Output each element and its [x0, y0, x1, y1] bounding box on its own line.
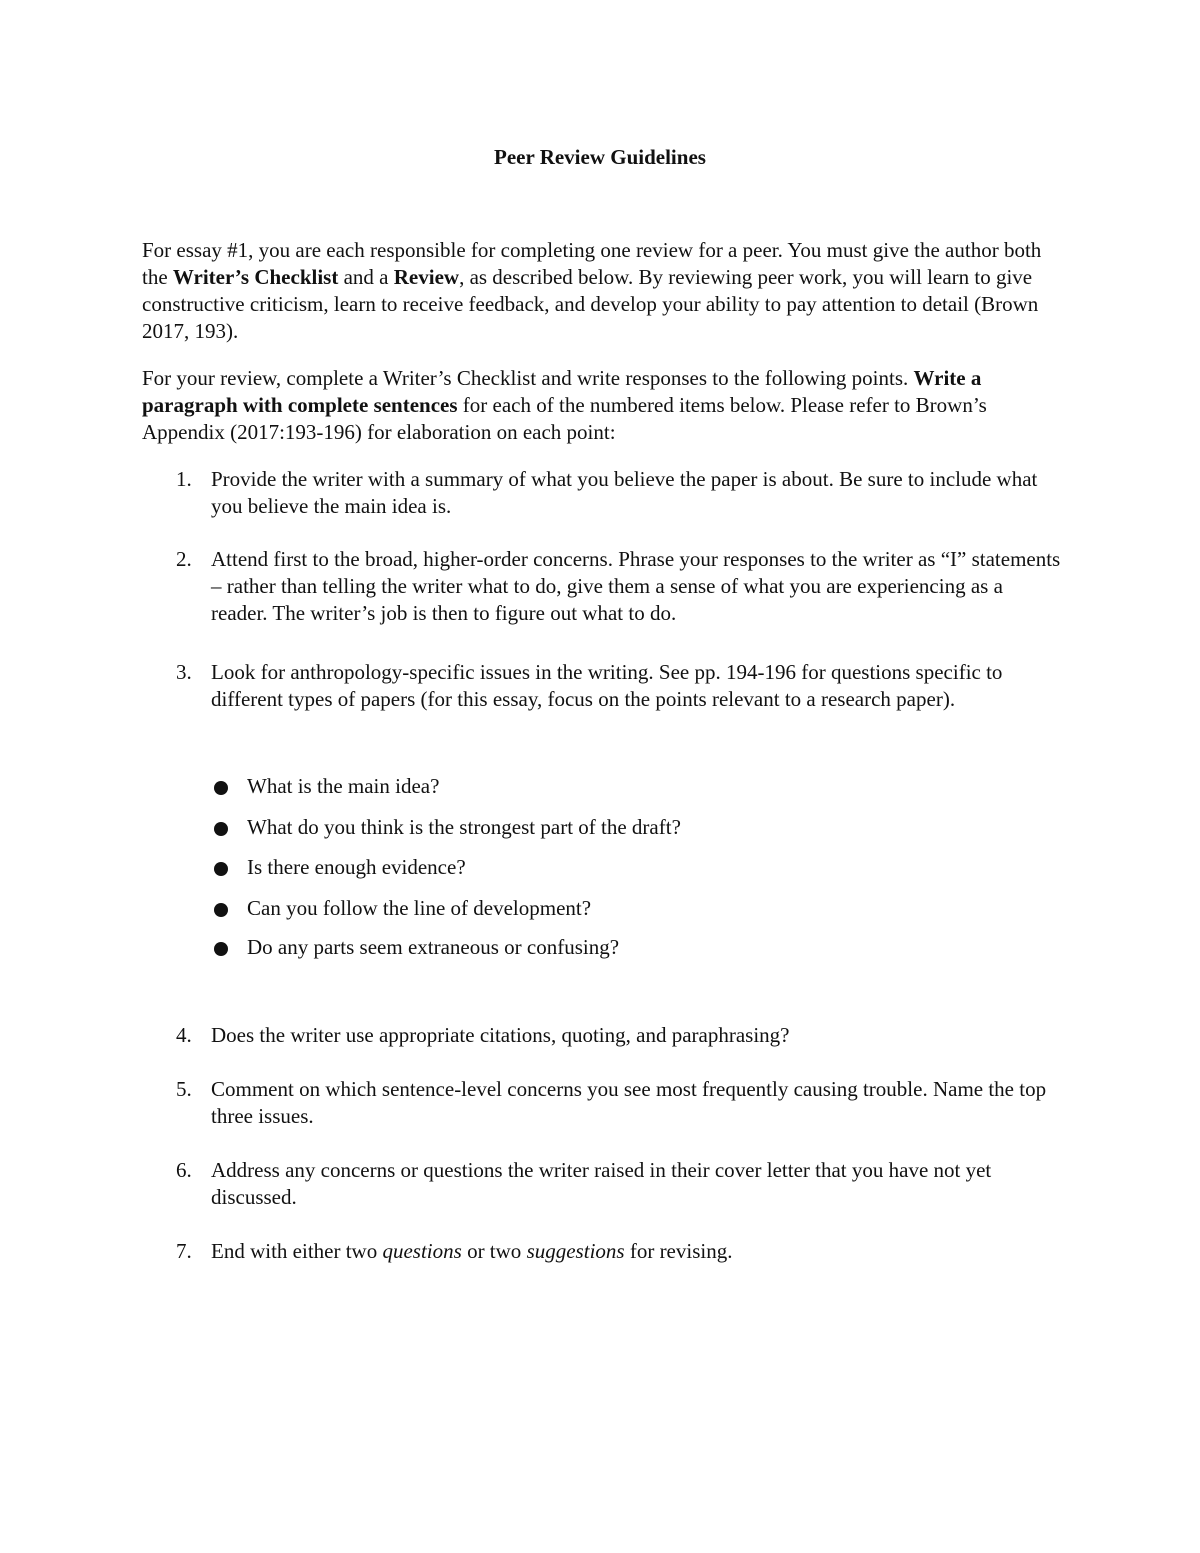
- intro-text-2: and a: [338, 265, 394, 289]
- bullet-text: What is the main idea?: [247, 774, 440, 798]
- list-item-number: 6.: [176, 1158, 192, 1182]
- item7-text-3: for revising.: [624, 1239, 733, 1263]
- list-item-text: [211, 1238, 1061, 1265]
- bullet-text: What do you think is the strongest part of the draft?: [247, 815, 681, 839]
- list-item-number: 3.: [176, 660, 192, 684]
- item7-text-2: or two: [461, 1239, 527, 1263]
- list-item-text: Does the writer use appropriate citations, quoting, and paraphrasing?: [211, 1023, 790, 1047]
- item7-text-1: End with either two: [211, 1239, 383, 1263]
- review-bold: Review: [393, 265, 460, 289]
- bullet-dot-icon: [214, 942, 228, 956]
- list-item-text: Attend first to the broad, higher-order concerns. Phrase your responses to the writer as “I” statements – rather than telling the writer what to do, give them a sense of what you are experiencing as a reader. The writer’s job is then to figure out what to do.: [211, 547, 1061, 625]
- bullet-dot-icon: [214, 862, 228, 876]
- list-item-number: 5.: [176, 1077, 192, 1101]
- list-item-text: Address any concerns or questions the writer raised in their cover letter that you have not yet discussed.: [211, 1158, 992, 1209]
- list-item-number: 1.: [176, 467, 192, 491]
- list-item-number: 7.: [176, 1239, 192, 1263]
- instructions-text-2: for each of the numbered items below. Please refer to Brown’s Appendix (2017:193-196) for elaboration on each point:: [142, 393, 987, 444]
- list-item-text: Look for anthropology-specific issues in the writing. See pp. 194-196 for questions specific to different types of papers (for this essay, focus on the points relevant to a research paper).: [211, 660, 1003, 711]
- bullet-dot-icon: [214, 903, 228, 917]
- bullet-text: Is there enough evidence?: [247, 855, 466, 879]
- list-item-number: 2.: [176, 547, 192, 571]
- bullet-dot-icon: [214, 781, 228, 795]
- bullet-text: Do any parts seem extraneous or confusing?: [247, 935, 620, 959]
- suggestions-italic: suggestions: [526, 1239, 625, 1263]
- writers-checklist-bold: Writer’s Checklist: [172, 265, 339, 289]
- instructions-bold: Write a paragraph with complete sentences: [142, 366, 982, 417]
- bullet-dot-icon: [214, 822, 228, 836]
- page-title: Peer Review Guidelines: [494, 145, 706, 169]
- instructions-text-1: For your review, complete a Writer’s Checklist and write responses to the following points.: [142, 366, 914, 390]
- intro-text-1: For essay #1, you are each responsible for completing one review for a peer. You must give the author both the: [142, 238, 1042, 289]
- list-item-text: Provide the writer with a summary of what you believe the paper is about. Be sure to include what you believe the main idea is.: [211, 467, 1038, 518]
- bullet-text: Can you follow the line of development?: [247, 896, 592, 920]
- intro-text-3: , as described below. By reviewing peer work, you will learn to give constructive criticism, learn to receive feedback, and develop your ability to pay attention to detail (Brown 2017, 193).: [142, 265, 1039, 343]
- questions-italic: questions: [382, 1239, 462, 1263]
- instructions-paragraph: [142, 365, 1062, 446]
- intro-paragraph: [142, 237, 1062, 345]
- list-item-text: Comment on which sentence-level concerns you see most frequently causing trouble. Name the top three issues.: [211, 1077, 1047, 1128]
- list-item-number: 4.: [176, 1023, 192, 1047]
